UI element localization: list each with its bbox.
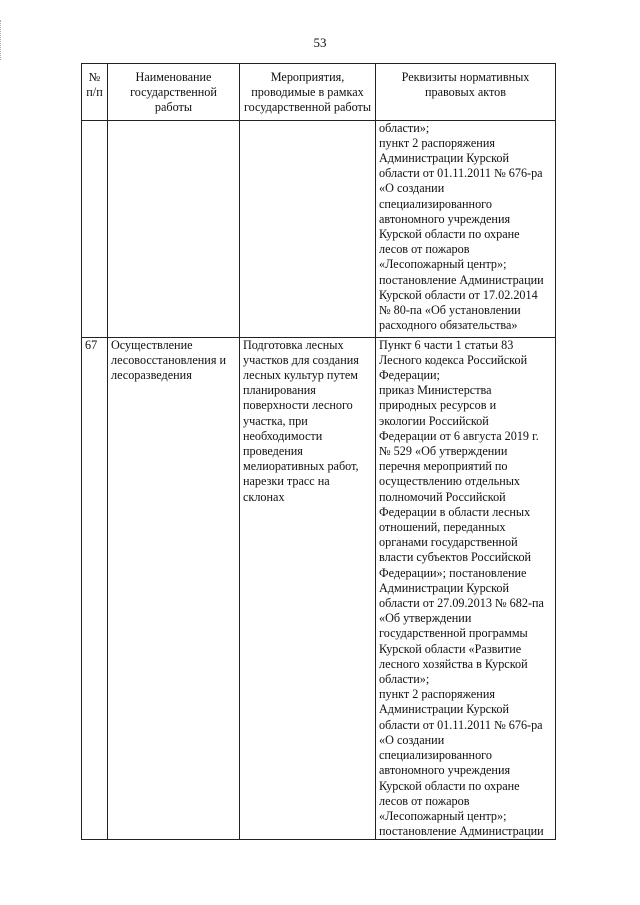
text-line: пункт 2 распоряжения bbox=[379, 135, 495, 150]
text-line: государственной программы bbox=[379, 626, 528, 641]
cell-name bbox=[108, 120, 240, 337]
table-header-row bbox=[82, 64, 556, 121]
text-line: перечня мероприятий по bbox=[379, 459, 508, 474]
text-line: лесных культур путем bbox=[243, 368, 359, 383]
header-num bbox=[82, 64, 108, 121]
text-line: склонах bbox=[243, 489, 285, 504]
text-line: государственной работы bbox=[243, 100, 372, 115]
text-line: области»; bbox=[379, 120, 430, 135]
text-line: необходимости bbox=[243, 428, 323, 443]
text-line: пункт 2 распоряжения bbox=[379, 687, 495, 702]
text-line: «Лесопожарный центр»; bbox=[379, 808, 507, 823]
text-line: Осуществление bbox=[111, 337, 193, 352]
text-line: полномочий Российской bbox=[379, 489, 506, 504]
text-line: Курской области по охране bbox=[379, 227, 520, 242]
text-line: Пункт 6 части 1 статьи 83 bbox=[379, 337, 514, 352]
text-line: постановление Администрации bbox=[379, 272, 544, 287]
header-events bbox=[240, 64, 376, 121]
text-line: Администрации Курской bbox=[379, 580, 510, 595]
text-line: участков для создания bbox=[243, 352, 359, 367]
text-line: отношений, переданных bbox=[379, 520, 506, 535]
text-line: Курской области по охране bbox=[379, 778, 520, 793]
header-acts bbox=[376, 64, 556, 121]
text-line: приказ Министерства bbox=[379, 383, 492, 398]
text-line: области»; bbox=[379, 672, 430, 687]
text-line: Федерации»; постановление bbox=[379, 565, 527, 580]
text-line: проводимые в рамках bbox=[251, 85, 364, 100]
text-line: специализированного bbox=[379, 748, 492, 763]
text-line: п/п bbox=[86, 85, 103, 100]
table-row bbox=[82, 337, 556, 840]
text-line: работы bbox=[154, 100, 193, 115]
table-row bbox=[82, 120, 556, 337]
cell-acts bbox=[376, 120, 556, 337]
text-line: нарезки трасс на bbox=[243, 474, 330, 489]
text-line: природных ресурсов и bbox=[379, 398, 497, 413]
text-line: Курской области от 17.02.2014 bbox=[379, 287, 538, 302]
text-line: Федерации в области лесных bbox=[379, 504, 531, 519]
text-line: Федерации от 6 августа 2019 г. bbox=[379, 428, 539, 443]
text-line: постановление Администрации bbox=[379, 824, 544, 839]
text-line: области от 01.11.2011 № 676-ра bbox=[379, 717, 543, 732]
regulations-table bbox=[81, 63, 556, 840]
text-line: власти субъектов Российской bbox=[379, 550, 532, 565]
text-line: лесного хозяйства в Курской bbox=[379, 656, 528, 671]
text-line: государственной bbox=[130, 85, 217, 100]
text-line: лесов от пожаров bbox=[379, 242, 470, 257]
text-line: лесов от пожаров bbox=[379, 793, 470, 808]
cell-name bbox=[108, 337, 240, 840]
text-line: мелиоративных работ, bbox=[243, 459, 359, 474]
text-line: экологии Российской bbox=[379, 413, 489, 428]
cell-events bbox=[240, 120, 376, 337]
text-line: Федерации; bbox=[379, 368, 440, 383]
text-line: Лесного кодекса Российской bbox=[379, 352, 528, 367]
text-line: № 80-па «Об установлении bbox=[379, 303, 521, 318]
text-line: специализированного bbox=[379, 196, 492, 211]
text-line: «Об утверждении bbox=[379, 611, 472, 626]
text-line: Администрации Курской bbox=[379, 702, 510, 717]
text-line: области от 27.09.2013 № 682-па bbox=[379, 596, 544, 611]
text-line: проведения bbox=[243, 444, 303, 459]
cell-events bbox=[240, 337, 376, 840]
text-line: «О создании bbox=[379, 732, 445, 747]
text-line: № 529 «Об утверждении bbox=[379, 444, 508, 459]
text-line: участка, при bbox=[243, 413, 308, 428]
text-line: Мероприятия, bbox=[270, 70, 345, 84]
text-line: Подготовка лесных bbox=[243, 337, 344, 352]
text-line: поверхности лесного bbox=[243, 398, 353, 413]
cell-acts bbox=[376, 337, 556, 840]
text-line: Наименование bbox=[135, 70, 212, 84]
text-line: лесоразведения bbox=[111, 368, 192, 383]
text-line: Курской области «Развитие bbox=[379, 641, 522, 656]
page-number: 53 bbox=[313, 35, 327, 50]
text-line: «Лесопожарный центр»; bbox=[379, 257, 507, 272]
text-line: органами государственной bbox=[379, 535, 518, 550]
text-line: области от 01.11.2011 № 676-ра bbox=[379, 166, 543, 181]
header-name bbox=[108, 64, 240, 121]
text-line: расходного обязательства» bbox=[379, 318, 518, 333]
cell-num: 67 bbox=[82, 337, 108, 840]
text-line: лесовосстановления и bbox=[111, 352, 226, 367]
text-line: «О создании bbox=[379, 181, 445, 196]
text-line: Реквизиты нормативных bbox=[401, 70, 530, 84]
text-line: автономного учреждения bbox=[379, 211, 511, 226]
text-line: планирования bbox=[243, 383, 316, 398]
text-line: № bbox=[88, 70, 101, 84]
cell-num bbox=[82, 120, 108, 337]
text-line: правовых актов bbox=[424, 85, 507, 100]
text-line: автономного учреждения bbox=[379, 763, 511, 778]
text-line: Администрации Курской bbox=[379, 151, 510, 166]
text-line: осуществлению отдельных bbox=[379, 474, 521, 489]
